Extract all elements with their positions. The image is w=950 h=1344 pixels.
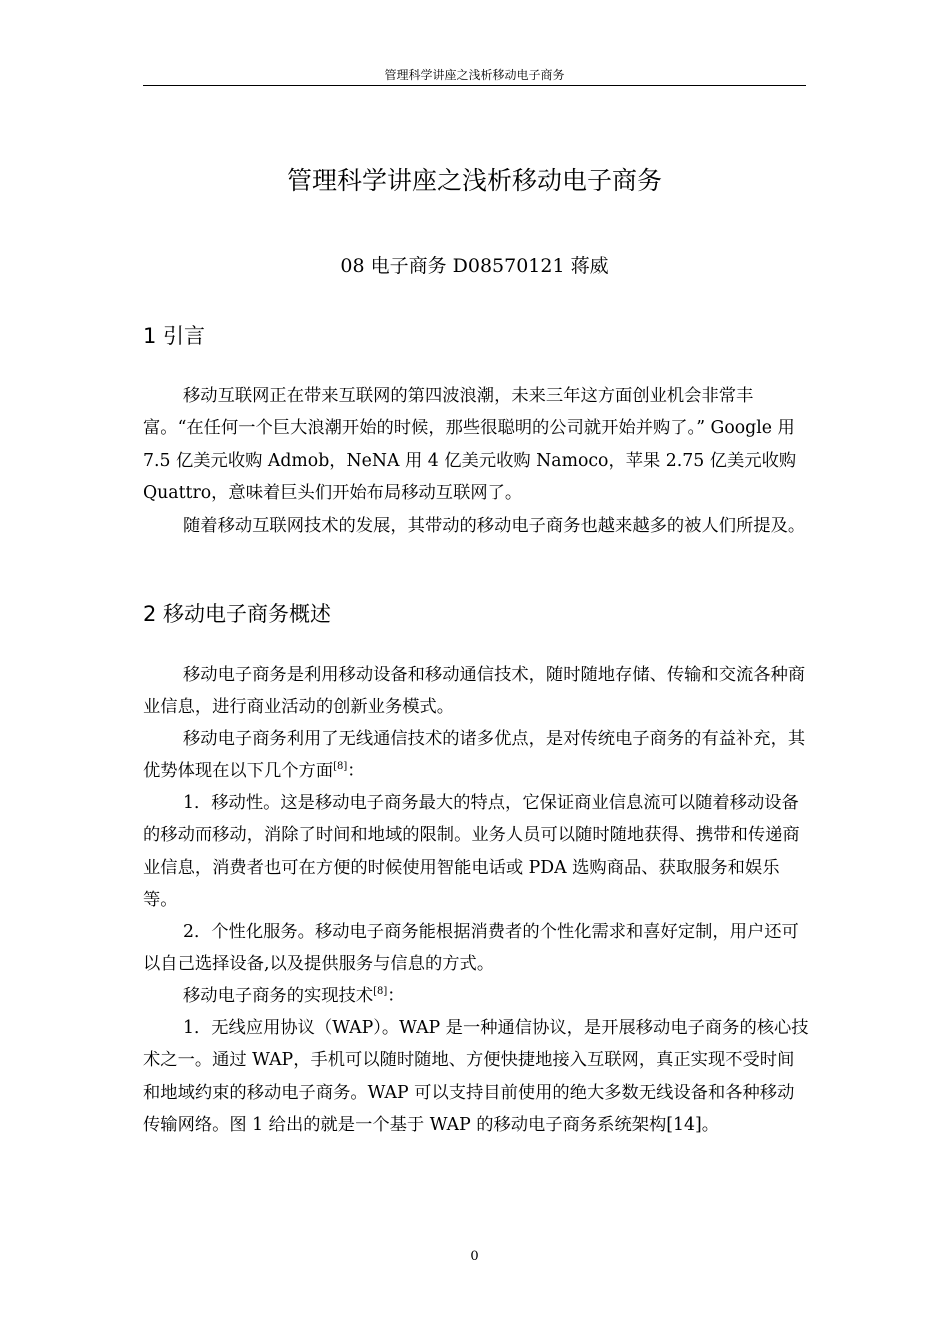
- paragraph-text: 移动电子商务利用了无线通信技术的诸多优点，是对传统电子商务的有益补充，其优势体现在以下几个方面: [143, 729, 806, 782]
- header-rule: [143, 85, 806, 86]
- citation: [8]: [333, 761, 348, 773]
- paragraph-text: 移动电子商务是利用移动设备和移动通信技术，随时随地存储、传输和交流各种商业信息，进行商业活动的创新业务模式。: [143, 665, 806, 718]
- paragraph-text: 1．移动性。这是移动电子商务最大的特点，它保证商业信息流可以随着移动设备的移动而移动，消除了时间和地域的限制。业务人员可以随时随地获得、携带和传递商业信息，消费者也可在方便的时候使用智能电话或 PDA 选购商品、获取服务和娱乐等。: [143, 793, 800, 910]
- document-title: 管理科学讲座之浅析移动电子商务: [286, 166, 662, 195]
- paragraph: [143, 1012, 809, 1141]
- paragraph: [143, 380, 809, 509]
- paragraph-text: 随着移动互联网技术的发展，其带动的移动电子商务也越来越多的被人们所提及。: [183, 516, 806, 536]
- paragraph: [143, 916, 809, 981]
- paragraph-text: ：: [387, 986, 405, 1006]
- paragraph-text: 1．无线应用协议（WAP）。WAP 是一种通信协议，是开展移动电子商务的核心技术之一。通过 WAP，手机可以随时随地、方便快捷地接入互联网，真正实现不受时间和地域约束的移动电子商务。WAP 可以支持目前使用的绝大多数无线设备和各种移动传输网络。图 1 给出的就是一个基于 WAP 的移动电子商务系统架构[14]。: [143, 1018, 809, 1135]
- paragraph-text: 移动电子商务的实现技术: [183, 986, 374, 1006]
- paragraph: [143, 980, 809, 1012]
- paragraph-text: ：: [347, 761, 365, 782]
- paragraph: [143, 659, 809, 724]
- section-heading-overview: 2 移动电子商务概述: [143, 602, 332, 626]
- paragraph: [143, 787, 809, 916]
- section-heading-intro: 1 引言: [143, 324, 206, 348]
- paragraph-text: 2．个性化服务。移动电子商务能根据消费者的个性化需求和喜好定制，用户还可以自己选择设备,以及提供服务与信息的方式。: [143, 922, 799, 975]
- page-number: 0: [470, 1249, 479, 1264]
- paragraph-text: 移动互联网正在带来互联网的第四波浪潮，未来三年这方面创业机会非常丰富。“在任何一个巨大浪潮开始的时候，那些很聪明的公司就开始并购了。” Google 用 7.5 亿美元收购 Admob，NeNA 用 4 亿美元收购 Namoco，苹果 2.75 亿美元收购 Quattro，意味着巨头们开始布局移动互联网了。: [143, 386, 797, 503]
- author-line: 08 电子商务 D08570121 蒋威: [340, 255, 609, 277]
- running-header: 管理科学讲座之浅析移动电子商务: [384, 68, 565, 82]
- paragraph: [143, 510, 809, 542]
- citation: [8]: [373, 986, 388, 997]
- paragraph: [143, 723, 809, 788]
